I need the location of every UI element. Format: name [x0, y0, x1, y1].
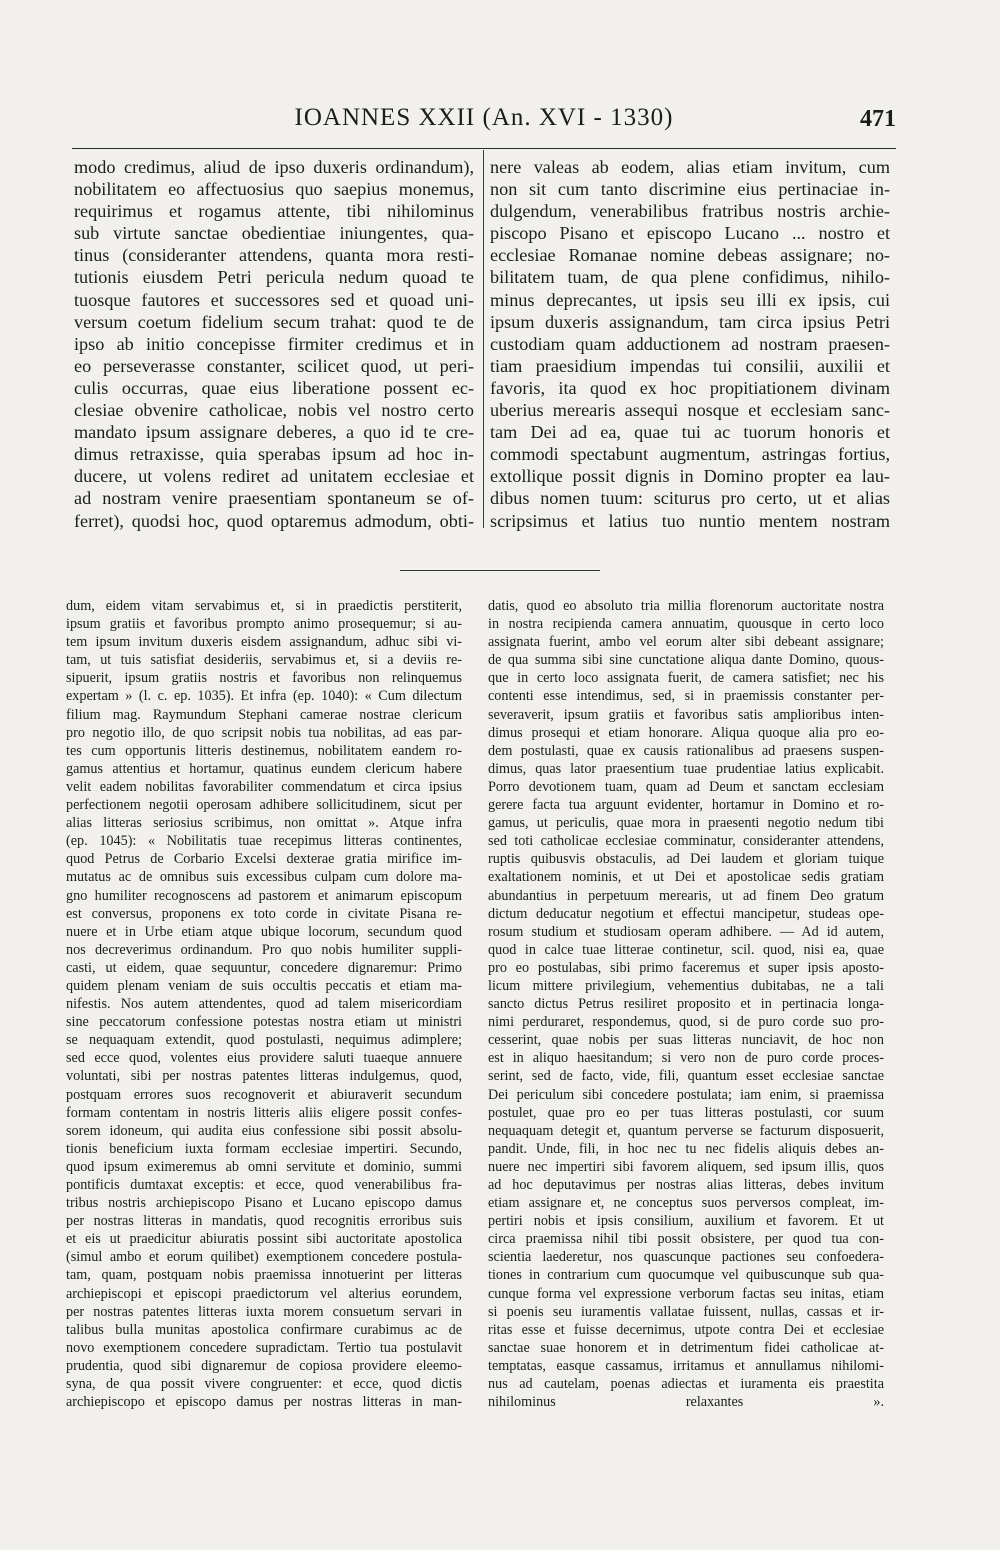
- footnote-line: postquam errores suos recognoverit et abiuraverit secundum: [66, 1086, 462, 1103]
- text-line: nere valeas ab eodem, alias etiam invitum, cum: [490, 157, 890, 177]
- footnote-line: ad hoc deputavimus per nostras alias litteras, debes invitum: [488, 1177, 884, 1193]
- footnote-line: quidem plenam veniam de suis occultis peccatis et etiam ma-: [66, 977, 462, 994]
- footnote-line: cunque forma vel expressione verborum factas seu initas, etiam: [488, 1285, 884, 1302]
- footnote-line: novo exemptionem concedere supradictam. Tertio tua postulavit: [66, 1339, 462, 1356]
- footnote-line: ruptis quibusvis obstaculis, ad Dei laudem et gloriam tuique: [488, 851, 884, 868]
- footnote-line: tem ipsum invitum duxeris eisdem assignandum, adhuc sibi vi-: [66, 634, 462, 651]
- footnote-line: circa praemissa nihil tibi possit obsistere, per quod tua con-: [488, 1231, 884, 1248]
- footnote-line: scientia laederetur, nos quascunque pactiones seu confoedera-: [488, 1249, 884, 1266]
- column-divider: [483, 150, 484, 528]
- header-rule: [72, 148, 896, 149]
- footnote-line: dem postulasti, quae ex causis rationalibus ad praesens suspen-: [488, 742, 884, 759]
- footnote-separator: [400, 570, 600, 571]
- footnote-line: nimi perduraret, respondemus, quod, si de puro corde suo pro-: [488, 1014, 884, 1031]
- text-line: requirimus et rogamus attente, tibi nihilominus: [74, 201, 474, 222]
- footnote-line: et eis ut praedicitur abiuratis possint sibi auctoritate apostolica: [66, 1231, 462, 1248]
- footnote-line: severaverit, ipsum gratiis et favoribus satis amplioribus inten-: [488, 706, 884, 723]
- footnote-line: de qua summa sibi sine cunctatione aliqua dante Domino, quous-: [488, 652, 884, 669]
- footnote-line: si poenis seu iuramentis vallatae fuissent, nullas, cassas et ir-: [488, 1303, 884, 1320]
- text-line: modo credimus, aliud de ipso duxeris ordinandum),: [74, 157, 474, 177]
- footnote-line: in nostra recipienda camera annuatim, quousque in certo loco: [488, 616, 884, 633]
- footnote-line: alias litteras seriosius scribimus, non omittat ». Atque infra: [66, 815, 462, 832]
- footnote-line: gerere facta tua arguunt evidenter, hortamur in Domino et ro-: [488, 797, 884, 814]
- footnote-line: talibus bulla munitas apostolica confirmare curabimus ac de: [66, 1321, 462, 1338]
- running-title: IOANNES XXII (An. XVI - 1330): [294, 104, 674, 131]
- footnote-line: prudentia, quod sibi dignaremur de copiosa providere eleemo-: [66, 1357, 462, 1374]
- footnote-line: archiepiscopo et episcopo damus per nostras litteras in man-: [66, 1394, 462, 1411]
- text-line: non sit cum tanto discrimine eius pertinaciae in-: [490, 179, 890, 200]
- footnote-line: pontificis dumtaxat exceptis: et ecce, quod venerabilibus fra-: [66, 1177, 462, 1193]
- footnote-line: sipuerit, ipsum gratiis nostris et favoribus non relinquemus: [66, 670, 462, 687]
- footnote-line: nihilominus relaxantes ».: [488, 1394, 884, 1411]
- text-line: dulgendum, venerabilibus fratribus nostris archie-: [490, 201, 890, 222]
- footnote-line: gamus, ut periculis, quae mora in praesenti negotio nedum tibi: [488, 815, 884, 832]
- footnote-line: contenti esse intendimus, sed, si in praemissis constanter per-: [488, 688, 884, 705]
- footnote-line: archiepiscopi et episcopi praedictorum vel alterius eorundem,: [66, 1285, 462, 1302]
- footnote-line: assignata fuerint, ambo vel eorum alter sibi debeant assignare;: [488, 634, 884, 651]
- text-line: bilitatem tuam, de qua plene confidimus, nihilo-: [490, 267, 890, 288]
- running-head: [72, 104, 896, 138]
- footnote-line: mutatus ac de omnibus suis excessibus culpam cum dolore ma-: [66, 869, 462, 886]
- footnote-line: gamus attentius et hortamur, quatinus eundem clericum habere: [66, 760, 462, 777]
- footnote-line: ritas esse et fuisse decernimus, utpote contra Dei et ecclesiae: [488, 1321, 884, 1338]
- footnote-line: nuere nec impertiri sibi favorem aliquem, sed ipsum illis, quos: [488, 1158, 884, 1175]
- footnote-left-column: [66, 597, 462, 1411]
- footnote-line: expertam » (l. c. ep. 1035). Et infra (ep. 1040): « Cum dilectum: [66, 688, 462, 705]
- text-line: nobilitatem eo affectuosius quo saepius monemus,: [74, 179, 474, 200]
- footnote-line: est in aliquo haesitandum; si vero non de puro corde proces-: [488, 1050, 884, 1067]
- text-line: sub virtute sanctae obedientiae iniungentes, qua-: [74, 223, 474, 244]
- text-line: ipsum duxeris assignandum, tam circa ipsius Petri: [490, 311, 890, 332]
- footnote-line: est conversus, proponens ex toto corde in civitate Pisana re-: [66, 905, 462, 922]
- text-line: versum coetum fidelium secum trahat: quod te de: [74, 311, 474, 332]
- footnote-line: Porro devotionem tuam, quam ad Deum et sanctam ecclesiam: [488, 778, 884, 795]
- footnote-line: tam, ut tuis satisfiat desideriis, servabimus et, si a deviis re-: [66, 652, 462, 669]
- footnote-line: tribus nostris archiepiscopo Pisano et Lucano episcopo damus: [66, 1195, 462, 1212]
- footnote-line: rosum studium et studiosam operam adhibere. — Ad id autem,: [488, 923, 884, 940]
- main-text-left-column: [74, 156, 474, 532]
- footnote-line: pro negotio illo, de quo scripsit nobis tua nobilitas, ad eas par-: [66, 724, 462, 741]
- footnote-right-column: [488, 597, 884, 1411]
- footnote-line: tam, quam, postquam nobis praemissa innotuerint per litteras: [66, 1267, 462, 1284]
- text-line: tam Dei ad ea, quae tui ac tuorum honoris et: [490, 422, 890, 443]
- footnote-line: gno humiliter recognoscens ad pastorem et animarum episcopum: [66, 887, 462, 904]
- footnote-line: serint, sed de facto, vide, fili, quantum esset ecclesiae sanctae: [488, 1068, 884, 1085]
- footnote-line: etiam assignare et, ne conceptus suos perversos compleat, im-: [488, 1195, 884, 1212]
- footnote-line: Dei periculum sibi concedere postulata; iam enim, si praemissa: [488, 1086, 884, 1103]
- footnote-line: casti, ut eidem, quae sequuntur, concedere dignaremur: Primo: [66, 959, 462, 976]
- footnote-line: quod in calce tuae litterae continetur, scil. quod, nisi ea, quae: [488, 941, 884, 958]
- text-line: minus deprecantes, ut ipsis seu illi ex ipsis, cui: [490, 289, 890, 310]
- footnote-line: quod ipsum eximeremus ab omni servitute et dominio, summi: [66, 1158, 462, 1175]
- footnote-line: pro eo postulabas, sibi primo faceremus et super ipsis aposto-: [488, 959, 884, 976]
- footnote-line: nus ad cautelam, poenas adiectas et iuramenta eis praestita: [488, 1376, 884, 1393]
- text-line: extollique possit dignis in Domino propter ea lau-: [490, 466, 890, 487]
- footnote-line: sanctae suae honorem et in detrimentum fidei catholicae at-: [488, 1339, 884, 1356]
- footnote-line: tionis beneficium iuxta formam ecclesiae impertiri. Secundo,: [66, 1140, 462, 1157]
- text-line: ducere, ut volens rediret ad unitatem ecclesiae et: [74, 466, 474, 487]
- text-line: commodi spectabunt augmentum, astringas fortius,: [490, 444, 890, 465]
- footnote-line: sed ecce quod, volentes eius providere saluti tuaeque annuere: [66, 1050, 462, 1067]
- footnote-line: que in certo loco assignata fuerit, de camera satisfiet; nec his: [488, 670, 884, 687]
- footnote-line: dum, eidem vitam servabimus et, si in praedictis perstiterit,: [66, 598, 462, 614]
- footnote-line: temptatas, easque cassamus, irritamus et annullamus nihilomi-: [488, 1357, 884, 1374]
- footnote-line: sancto dictus Petrus resiliret proposito et in pertinacia longa-: [488, 996, 884, 1013]
- footnote-line: pertiri nobis et ipsis consilium, auxilium et favorem. Et ut: [488, 1213, 884, 1230]
- footnote-line: per nostras litteras in mandatis, quod recognitis erroribus suis: [66, 1213, 462, 1230]
- footnote-line: datis, quod eo absoluto tria millia florenorum auctoritate nostra: [488, 598, 884, 614]
- footnote-line: postulet, quae pro eo per tuas litteras postulasti, cor suum: [488, 1104, 884, 1121]
- footnote-line: pandit. Unde, fili, in hoc nec tu nec fidelis aliquis debes an-: [488, 1140, 884, 1157]
- text-line: dibus nomen tuum: sciturus pro certo, ut et alias: [490, 488, 890, 509]
- footnote-line: ipsum gratiis et favoribus prompto animo prosequemur; si au-: [66, 616, 462, 633]
- footnote-line: nuere et in Urbe etiam atque ubique locorum, secundum quod: [66, 923, 462, 940]
- text-line: custodiam quam adductionem ad nostram praesen-: [490, 333, 890, 354]
- footnote-line: abundantius in perpetuum merearis, ut ad finem Deo gratum: [488, 887, 884, 904]
- text-line: ipso ab initio concepisse firmiter credimus et in: [74, 333, 474, 354]
- text-line: tiam praesidium impendas tui consilii, auxilii et: [490, 355, 890, 376]
- footnote-line: dimus, quas lator praesentium tuae prudentiae latius explicabit.: [488, 760, 884, 777]
- text-line: ad nostram venire praesentiam spontaneum se of-: [74, 488, 474, 509]
- footnote-line: velit eadem nobilitas favorabiliter commendatum et circa ipsius: [66, 778, 462, 795]
- footnote-line: licum mittere privilegium, vehementius dubitabas, ne a tali: [488, 977, 884, 994]
- footnote-line: sine peccatorum confessione potestas nostra etiam ut ministri: [66, 1014, 462, 1031]
- footnote-line: nos decreverimus ordinandum. Pro quo nobis humiliter suppli-: [66, 941, 462, 958]
- footnote-line: syna, de qua possit vivere congruenter: et ecce, quod dictis: [66, 1376, 462, 1393]
- page-number: 471: [860, 106, 896, 132]
- text-line: scripsimus et latius tuo nuntio mentem nostram: [490, 510, 890, 531]
- text-line: dimus retraxisse, quia sperabas ipsum ad hoc in-: [74, 444, 474, 465]
- footnote-line: dictum deducatur negotium et effectui mancipetur, studeas ope-: [488, 905, 884, 922]
- footnote-line: (simul ambo et eorum quilibet) exemptionem concedere postula-: [66, 1249, 462, 1266]
- text-line: culis occurras, quae eius liberatione possent ec-: [74, 377, 474, 398]
- footnote-line: exaltationem nominis, et ut Dei et apostolicae sedis gratiam: [488, 869, 884, 886]
- footnote-line: (ep. 1045): « Nobilitatis tuae recepimus litteras continentes,: [66, 833, 462, 850]
- footnote-line: nequaquam detegit et, quantum perverse se facturum disposuerit,: [488, 1122, 884, 1139]
- text-line: tutionis eiusdem Petri pericula nedum quoad te: [74, 267, 474, 288]
- footnote-line: tiones in contrarium cum quocumque vel quibuscunque sub qua-: [488, 1267, 884, 1284]
- footnote-line: tes cum opportunis litteris destinemus, nobilitatem eandem ro-: [66, 742, 462, 759]
- text-line: tinus (consideranter attendens, quanta mora resti-: [74, 245, 474, 266]
- footnote-line: perfectionem negotii operosam adhibere sollicitudinem, sicut per: [66, 797, 462, 814]
- footnote-line: filium mag. Raymundum Stephani camerae nostrae clericum: [66, 706, 462, 723]
- footnote-line: sed toti catholicae ecclesiae comminatur, consideranter attendens,: [488, 833, 884, 850]
- main-text-right-column: [490, 156, 890, 532]
- text-line: ecclesiae Romanae nomine debeas assignare; no-: [490, 245, 890, 266]
- footnote-line: nifestis. Nos autem attendentes, quod ad talem misericordiam: [66, 996, 462, 1013]
- footnote-line: se nequaquam extendit, quod postulasti, nequimus adimplere;: [66, 1032, 462, 1049]
- footnote-line: formam contentam in nostris litteris aliis eligere possit confes-: [66, 1104, 462, 1121]
- text-line: uberius merearis assequi nosque et ecclesiam sanc-: [490, 400, 890, 421]
- text-line: tuosque fautores et successores sed et quoad uni-: [74, 289, 474, 310]
- text-line: mandato ipsum assignare deberes, a quo id te cre-: [74, 422, 474, 443]
- footnote-line: dimus prosequi et etiam honorare. Aliqua quoque alia pro eo-: [488, 724, 884, 741]
- text-line: eo perseverasse constanter, scilicet quod, ut peri-: [74, 355, 474, 376]
- text-line: ferret), quodsi hoc, quod optaremus admodum, obti-: [74, 510, 474, 531]
- footnote-line: sorem idoneum, qui audita eius confessione sibi possit absolu-: [66, 1122, 462, 1139]
- footnote-line: cesserint, quae nobis per suas litteras nunciavit, de hoc non: [488, 1032, 884, 1049]
- footnote-line: voluntati, sibi per nostras patentes litteras indulgemus, quod,: [66, 1068, 462, 1085]
- text-line: piscopo Pisano et episcopo Lucano ... nostro et: [490, 223, 890, 244]
- text-line: clesiae obvenire catholicae, nobis vel nostro certo: [74, 400, 474, 421]
- footnote-line: per nostras patentes litteras iuxta morem consuetum servari in: [66, 1303, 462, 1320]
- text-line: favoris, ita quod ex hoc propitiationem divinam: [490, 377, 890, 398]
- footnote-line: quod Petrus de Corbario Excelsi dexterae gratia mirifice im-: [66, 851, 462, 868]
